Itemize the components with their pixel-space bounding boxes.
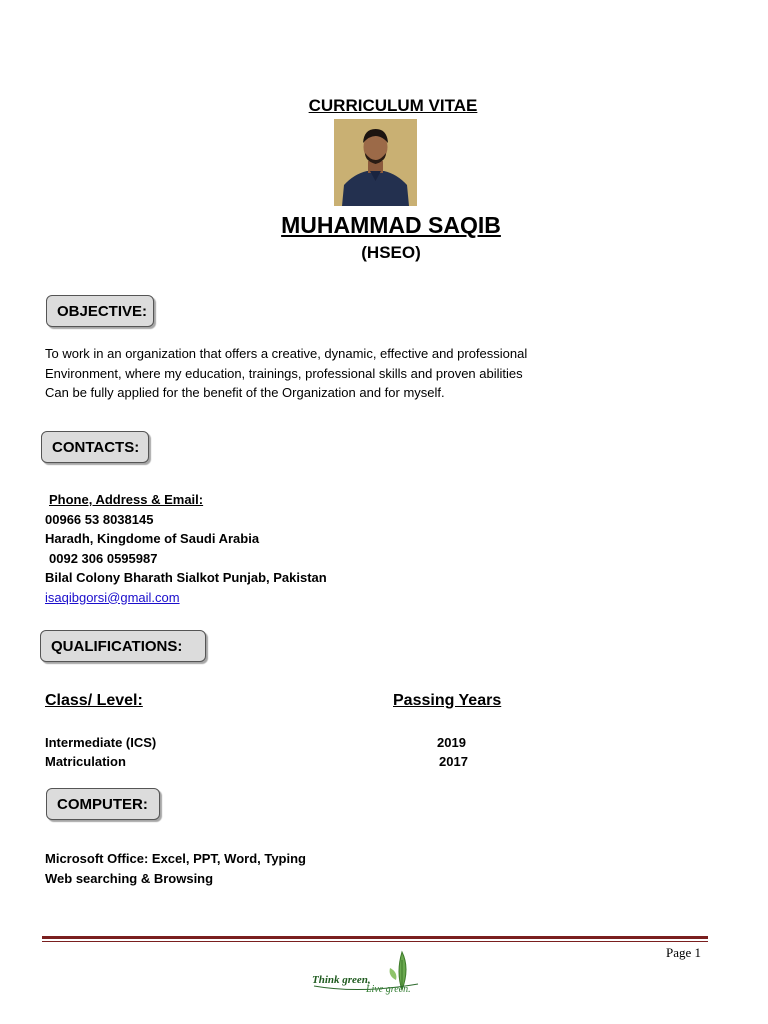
class-level-header: Class/ Level: bbox=[45, 692, 143, 709]
logo-text-live-green: Live green. bbox=[366, 984, 411, 995]
contacts-heading: CONTACTS: bbox=[41, 431, 149, 463]
qualification-row: Matriculation bbox=[45, 754, 126, 769]
passing-years-header: Passing Years bbox=[393, 692, 502, 709]
contacts-details bbox=[45, 490, 327, 607]
page-number: Page 1 bbox=[666, 945, 702, 960]
email-link[interactable]: isaqibgorsi@gmail.com bbox=[45, 589, 180, 605]
address-pakistan: Bilal Colony Bharath Sialkot Punjab, Pakistan bbox=[45, 570, 327, 585]
candidate-designation: (HSEO) bbox=[361, 243, 421, 262]
footer-rule bbox=[42, 936, 708, 939]
footer-rule-thin bbox=[42, 941, 708, 942]
objective-heading: OBJECTIVE: bbox=[46, 295, 154, 327]
qualifications-heading: QUALIFICATIONS: bbox=[40, 630, 206, 662]
computer-heading: COMPUTER: bbox=[46, 788, 160, 820]
qualification-year: 2019 bbox=[437, 735, 466, 750]
objective-text bbox=[45, 344, 527, 403]
logo-text-think-green: Think green, bbox=[312, 974, 371, 986]
contacts-subheading: Phone, Address & Email: bbox=[49, 492, 204, 507]
profile-photo bbox=[334, 119, 417, 206]
candidate-name: MUHAMMAD SAQIB bbox=[281, 212, 501, 238]
qualification-year: 2017 bbox=[439, 754, 468, 769]
computer-skill-line: Microsoft Office: Excel, PPT, Word, Typing bbox=[45, 851, 306, 866]
computer-skills bbox=[45, 849, 306, 888]
computer-skill-line: Web searching & Browsing bbox=[45, 870, 214, 886]
phone-saudi: 00966 53 8038145 bbox=[45, 511, 154, 527]
cv-title: CURRICULUM VITAE bbox=[308, 96, 478, 115]
objective-line: Environment, where my education, trainings, professional skills and proven abilities bbox=[45, 365, 523, 381]
qualification-row: Intermediate (ICS) bbox=[45, 735, 157, 750]
phone-pakistan: 0092 306 0595987 bbox=[49, 550, 158, 566]
objective-line: To work in an organization that offers a creative, dynamic, effective and professional bbox=[45, 346, 528, 361]
address-saudi: Haradh, Kingdome of Saudi Arabia bbox=[45, 531, 260, 546]
objective-line: Can be fully applied for the benefit of the Organization and for myself. bbox=[45, 385, 445, 400]
